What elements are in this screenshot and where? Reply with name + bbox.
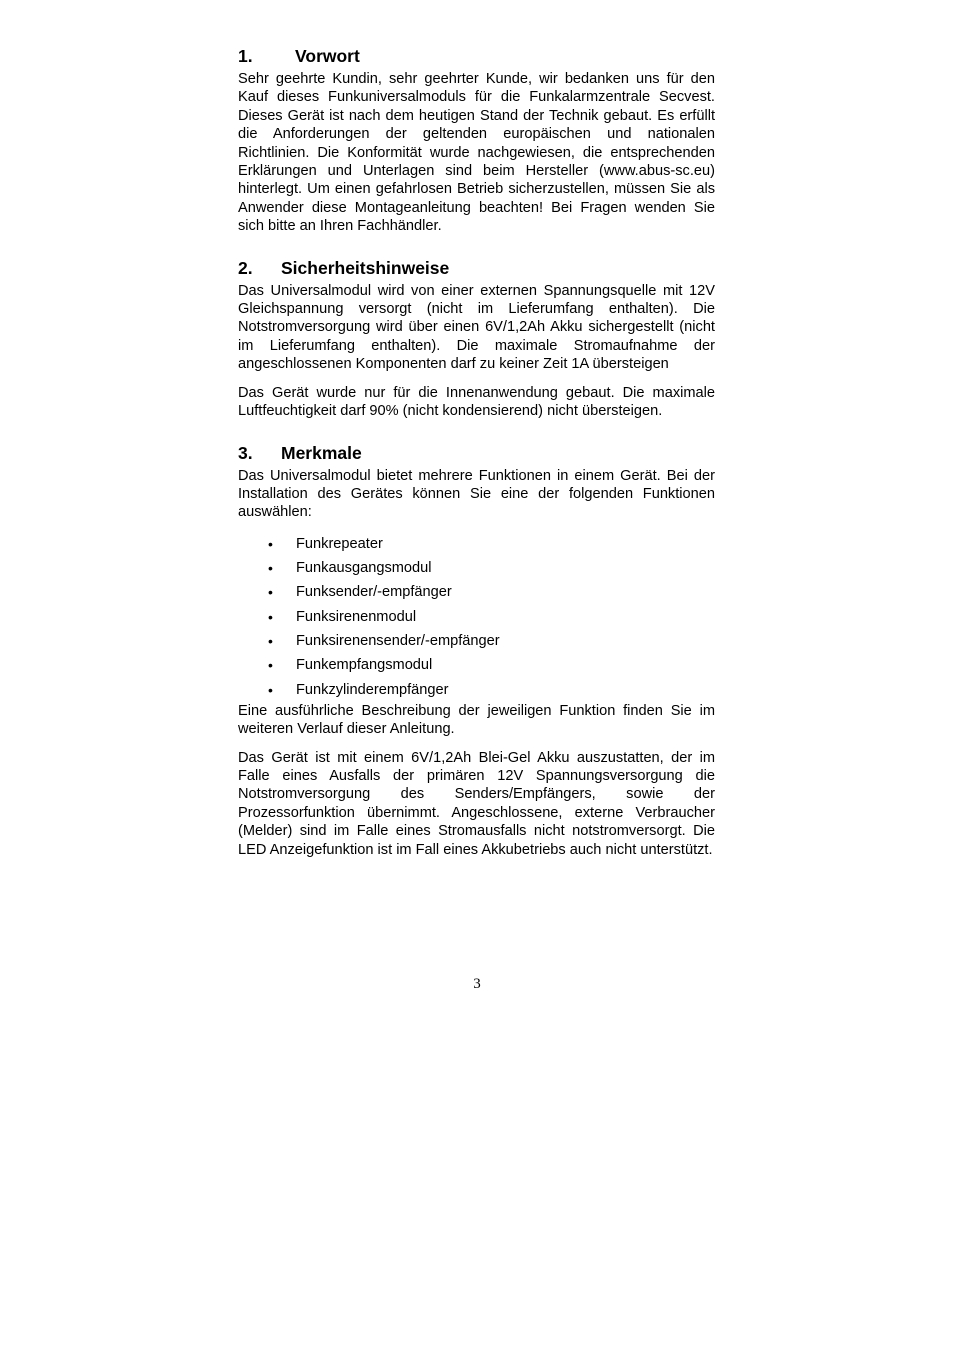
list-item xyxy=(238,556,715,580)
section-number: 2. xyxy=(238,257,253,278)
section-heading xyxy=(238,44,715,68)
list-item-label: Funkausgangsmodul xyxy=(296,560,432,577)
list-item xyxy=(238,532,715,556)
bullet-icon: • xyxy=(268,657,273,674)
paragraph: Das Universalmodul wird von einer externen Spannungsquelle mit 12V Gleichspannung versorgt (nicht im Lieferumfang enthalten). Die Notstromversorgung wird über einen 6V/1,2Ah Akku sichergestellt (nicht im Lieferumfang enthalten). Die maximale Stromaufnahme der angeschlossenen Komponenten darf zu keiner Zeit 1A übersteigen xyxy=(238,282,715,373)
section-heading xyxy=(238,441,715,465)
paragraph: Das Gerät wurde nur für die Innenanwendung gebaut. Die maximale Luftfeuchtigkeit darf 90% (nicht kondensierend) nicht übersteigen. xyxy=(238,384,715,420)
list-item xyxy=(238,629,715,653)
bullet-icon: • xyxy=(268,584,273,601)
list-item-label: Funkempfangsmodul xyxy=(296,657,433,674)
bullet-icon: • xyxy=(268,681,273,698)
list-item xyxy=(238,605,715,629)
document-page xyxy=(238,44,715,859)
section-title: Merkmale xyxy=(281,442,362,463)
section-heading xyxy=(238,256,715,280)
paragraph: Das Gerät ist mit einem 6V/1,2Ah Blei-Gel Akku auszustatten, der im Falle eines Ausfalls der primären 12V Spannungsversorgung die Notstromversorgung des Senders/Empfängers, sowie der Prozessorfunktion übernimmt. Angeschlossene, externe Verbraucher (Melder) sind im Falle eines Stromausfalls nicht notstromversorgt. Die LED Anzeigefunktion ist im Fall eines Akkubetriebs auch nicht unterstützt. xyxy=(238,749,715,858)
paragraph: Sehr geehrte Kundin, sehr geehrter Kunde, wir bedanken uns für den Kauf dieses Funkuniversalmoduls für die Funkalarmzentrale Secvest. Dieses Gerät ist nach dem heutigen Stand der Technik gebaut. Es erfüllt die Anforderungen der geltenden europäischen und nationalen Richtlinien. Die Konformität wurde nachgewiesen, die entsprechenden Erklärungen und Unterlagen sind beim Hersteller (www.abus-sc.eu) hinterlegt. Um einen gefahrlosen Betrieb sicherzustellen, müssen Sie als Anwender diese Montageanleitung beachten! Bei Fragen wenden Sie sich bitte an Ihren Fachhändler. xyxy=(238,71,715,235)
list-item-label: Funksirenenmodul xyxy=(296,608,417,625)
list-item xyxy=(238,678,715,702)
feature-list xyxy=(238,532,715,702)
section-sicherheitshinweise xyxy=(238,256,715,421)
section-merkmale xyxy=(238,441,715,860)
list-item-label: Funksirenensender/-empfänger xyxy=(296,632,500,649)
list-item xyxy=(238,653,715,677)
page-number: 3 xyxy=(473,976,481,992)
section-title: Sicherheitshinweise xyxy=(281,257,450,278)
bullet-icon: • xyxy=(268,632,273,649)
list-item-label: Funksender/-empfänger xyxy=(296,584,452,601)
list-item-label: Funkzylinderempfänger xyxy=(296,681,449,698)
bullet-icon: • xyxy=(268,535,273,552)
list-item-label: Funkrepeater xyxy=(296,535,383,552)
bullet-icon: • xyxy=(268,560,273,577)
section-title: Vorwort xyxy=(295,46,360,66)
paragraph: Das Universalmodul bietet mehrere Funktionen in einem Gerät. Bei der Installation des Gerätes können Sie eine der folgenden Funktionen auswählen: xyxy=(238,467,715,521)
section-number: 3. xyxy=(238,442,253,463)
section-number: 1. xyxy=(238,46,253,66)
bullet-icon: • xyxy=(268,608,273,625)
section-vorwort xyxy=(238,44,715,236)
paragraph: Eine ausführliche Beschreibung der jeweiligen Funktion finden Sie im weiteren Verlauf dieser Anleitung. xyxy=(238,702,715,738)
list-item xyxy=(238,580,715,604)
